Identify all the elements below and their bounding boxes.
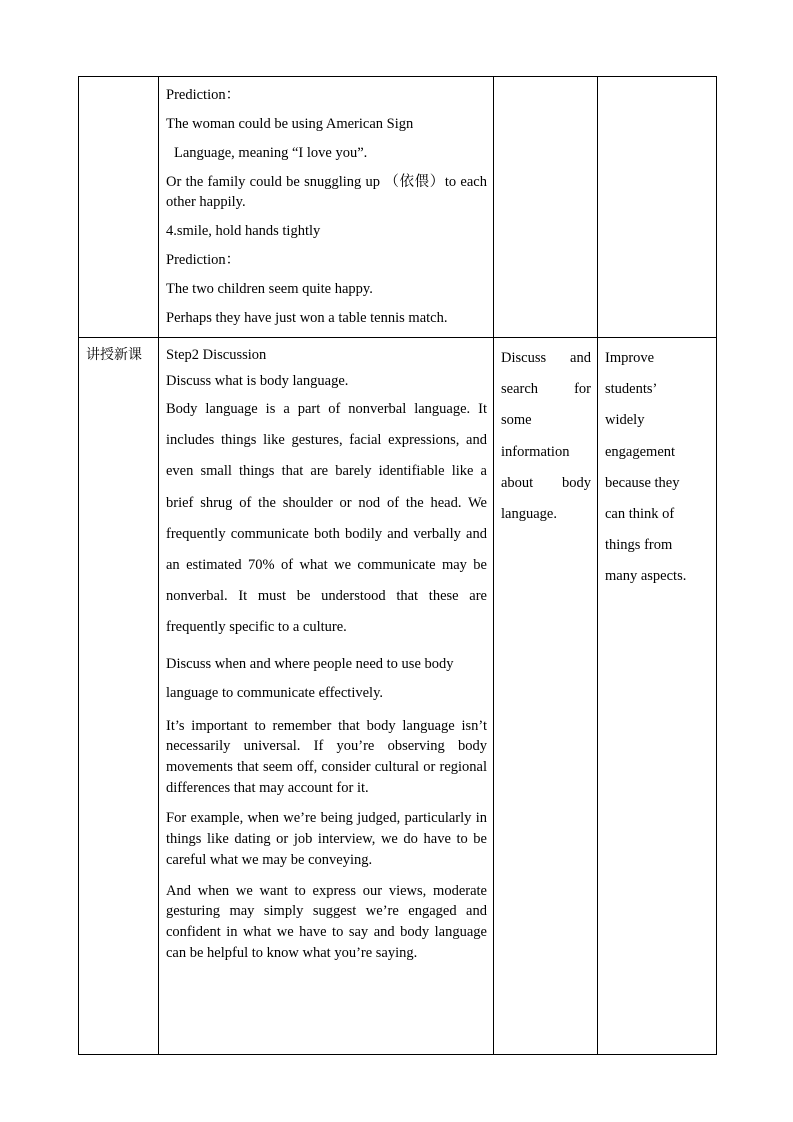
- step-title: Step2 Discussion: [166, 347, 267, 363]
- universal-paragraph: It’s important to remember that body language isn’t necessarily universal. If you’re observing body movements that seem off, consider cultural or regional differences that may account for it.: [166, 717, 487, 796]
- example-paragraph: For example, when we’re being judged, particularly in things like dating or job interview, we do have to be careful what we may be conveying.: [166, 810, 487, 868]
- prediction-label: Prediction：: [166, 87, 241, 103]
- content-line: The woman could be using American Sign: [166, 116, 414, 132]
- student-activity-cell: [494, 338, 598, 1055]
- table-row: [79, 338, 717, 1055]
- content-line: Language, meaning “I love you”.: [174, 145, 368, 161]
- student-activity-cell: [494, 77, 598, 338]
- stage-cell: [79, 338, 159, 1055]
- stage-cell: [79, 77, 159, 338]
- prediction-label: Prediction：: [166, 252, 241, 268]
- table-row: [79, 77, 717, 338]
- content-line: Perhaps they have just won a table tennis match.: [166, 310, 448, 326]
- lesson-plan-table: [78, 76, 717, 1055]
- content-line: Or the family could be snuggling up （依偎）to each other happily.: [166, 174, 487, 210]
- definition-paragraph: Body language is a part of nonverbal language. It includes things like gestures, facial expressions, and even small things that are barely identifiable like a brief shrug of the shoulder or nod of the head. We frequently communicate both bodily and verbally and an estimated 70% of what we communicate may be nonverbal. It must be understood that these are frequently specific to a culture.: [166, 401, 487, 636]
- design-intent-cell: [598, 338, 717, 1055]
- discussion-prompt: Discuss when and where people need to use body language to communicate effectively.: [166, 655, 454, 701]
- content-line: 4.smile, hold hands tightly: [166, 223, 321, 239]
- design-intent-cell: [598, 77, 717, 338]
- stage-label: 讲授新课: [86, 347, 142, 363]
- content-line: The two children seem quite happy.: [166, 281, 373, 297]
- express-views-paragraph: And when we want to express our views, moderate gesturing may simply suggest we’re engaged and confident in what we have to say and body language can be helpful to know what you’re saying.: [166, 882, 487, 961]
- design-intent-text: Improve students’ widely engagement because they can think of things from many aspects.: [605, 350, 687, 585]
- content-cell: [159, 77, 494, 338]
- student-activity-text: Discuss and search for some information about body language.: [501, 350, 591, 523]
- discussion-prompt: Discuss what is body language.: [166, 373, 349, 389]
- content-cell: [159, 338, 494, 1055]
